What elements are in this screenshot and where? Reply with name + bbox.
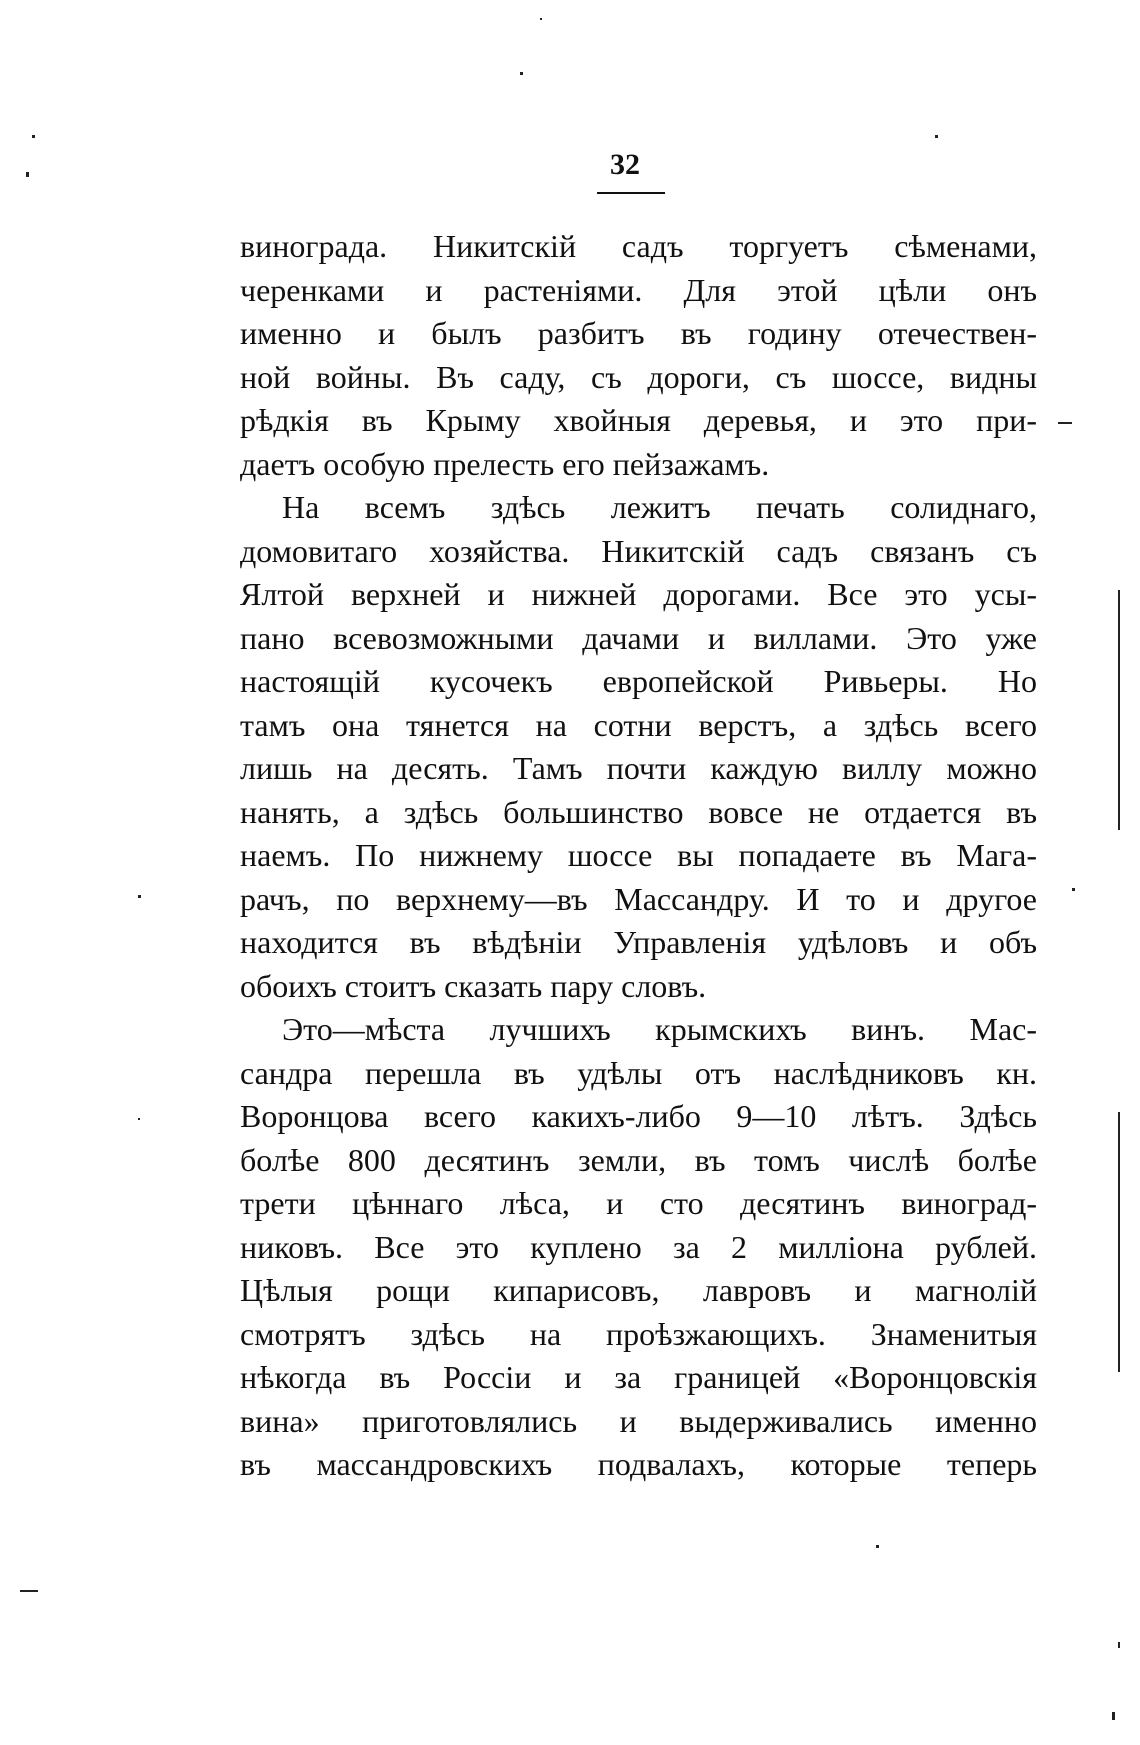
margin-dash bbox=[1058, 422, 1072, 424]
margin-rule bbox=[1118, 1112, 1120, 1372]
text-line: Воронцова всего какихъ-либо 9—10 лѣтъ. Здѣсь bbox=[240, 1098, 1037, 1134]
text-line: настоящій кусочекъ европейской Ривьеры. Но bbox=[240, 663, 1037, 699]
text-line: трети цѣннаго лѣса, и сто десятинъ виноград- bbox=[240, 1185, 1037, 1221]
text-line: сандра перешла въ удѣлы отъ наслѣдниковъ кн. bbox=[240, 1054, 1037, 1091]
text-line: въ массандровскихъ подвалахъ, которые теперь bbox=[240, 1446, 1037, 1482]
text-line: рѣдкія въ Крыму хвойныя деревья, и это при- bbox=[240, 402, 1037, 438]
paragraph bbox=[240, 1008, 1037, 1487]
text-line: лишь на десять. Тамъ почти каждую виллу можно bbox=[240, 750, 1037, 786]
text-line: нѣкогда въ Россіи и за границей «Воронцовскія bbox=[240, 1359, 1037, 1395]
text-line: винограда. Никитскій садъ торгуетъ сѣменами, bbox=[240, 228, 1037, 264]
text-line: нанять, а здѣсь большинство вовсе не отдается въ bbox=[240, 793, 1037, 830]
text-line: наемъ. По нижнему шоссе вы попадаете въ Мага- bbox=[240, 837, 1037, 873]
scan-speck bbox=[138, 1118, 140, 1120]
text-line: именно и былъ разбитъ въ годину отечествен- bbox=[240, 315, 1037, 351]
scan-speck bbox=[1112, 1712, 1115, 1720]
text-line: тамъ она тянется на сотни верстъ, а здѣсь всего bbox=[240, 706, 1037, 743]
text-line: обоихъ стоитъ сказать пару словъ. bbox=[240, 967, 707, 1004]
text-line: вина» приготовлялись и выдерживались именно bbox=[240, 1402, 1037, 1439]
scan-speck bbox=[1072, 888, 1075, 891]
scan-speck bbox=[32, 135, 35, 138]
text-line: На всемъ здѣсь лежитъ печать солиднаго, bbox=[282, 489, 1037, 525]
margin-rule bbox=[1118, 590, 1120, 830]
page-number: 32 bbox=[610, 148, 640, 181]
text-line: болѣе 800 десятинъ земли, въ томъ числѣ болѣе bbox=[240, 1141, 1037, 1178]
scan-speck bbox=[138, 895, 141, 898]
body-text bbox=[240, 225, 1037, 1487]
page-number-rule bbox=[597, 192, 665, 194]
margin-dash bbox=[20, 1590, 38, 1592]
scan-speck bbox=[26, 172, 29, 177]
paragraph bbox=[240, 486, 1037, 1008]
text-line: Цѣлыя рощи кипарисовъ, лавровъ и магнолій bbox=[240, 1272, 1037, 1308]
text-line: ной войны. Въ саду, съ дороги, съ шоссе, видны bbox=[240, 358, 1037, 395]
text-line: черенками и растеніями. Для этой цѣли онъ bbox=[240, 271, 1037, 308]
text-line: пано всевозможными дачами и виллами. Это уже bbox=[240, 619, 1037, 656]
text-line: Ялтой верхней и нижней дорогами. Все это усы- bbox=[240, 576, 1037, 612]
text-line: смотрятъ здѣсь на проѣзжающихъ. Знаменитыя bbox=[240, 1315, 1037, 1352]
scan-speck bbox=[540, 18, 542, 20]
scan-speck bbox=[520, 72, 523, 75]
text-line: находится въ вѣдѣніи Управленія удѣловъ и объ bbox=[240, 924, 1037, 960]
text-line: даетъ особую прелесть его пейзажамъ. bbox=[240, 445, 770, 482]
text-line: рачъ, по верхнему—въ Массандру. И то и другое bbox=[240, 880, 1037, 917]
scan-speck bbox=[935, 135, 938, 138]
text-line: домовитаго хозяйства. Никитскій садъ связанъ съ bbox=[240, 532, 1037, 569]
scan-speck bbox=[1118, 1642, 1120, 1648]
text-line: Это—мѣста лучшихъ крымскихъ винъ. Мас- bbox=[282, 1011, 1037, 1047]
text-line: никовъ. Все это куплено за 2 милліона рублей. bbox=[240, 1228, 1037, 1265]
paragraph bbox=[240, 225, 1037, 486]
scan-speck bbox=[876, 1545, 879, 1548]
